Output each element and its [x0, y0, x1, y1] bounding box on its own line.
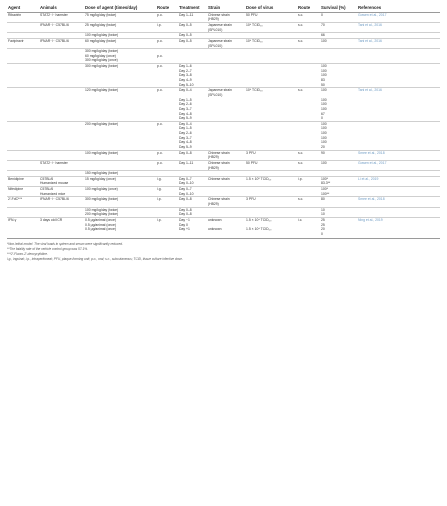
survival-cell: 0 [321, 231, 323, 236]
survival-cell: 100** [321, 191, 330, 196]
dose-of-agent-cell: 100 mg/kg/day (twice) [84, 33, 156, 39]
dose-of-agent-cell: 200 mg/kg/day (twice) [84, 121, 156, 126]
dose-of-virus-cell: 1.5 × 10⁴ TCID₅₀ [245, 217, 297, 222]
survival-cell: 100 [321, 102, 327, 107]
route-cell: p.o. [156, 38, 178, 43]
dose-of-agent-cell: 300 mg/kg/day (twice) [84, 64, 156, 69]
virus-route-cell: s.c. [297, 88, 320, 93]
survival-cell: 100 [321, 135, 327, 140]
agent-cell: Benidipine [7, 176, 39, 181]
route-cell: i.p. [156, 217, 178, 222]
survival-cell: 50 [321, 82, 325, 87]
treatment-cell: Day 0–5 [178, 38, 207, 43]
dose-of-agent-cell: 60 mg/kg/day (once) [85, 53, 116, 58]
dose-of-agent-cell: 25 mg/kg/day (twice) [84, 22, 156, 27]
route-cell: i.g. [156, 187, 178, 192]
animals-cell: Humanized mouse [40, 181, 69, 186]
survival-cell: 10 [320, 207, 357, 212]
survival-cell: 70 [320, 22, 357, 27]
dose-of-virus-cell: 10⁶ TCID₅₀ [245, 38, 297, 43]
survival-cell: 100 [320, 121, 357, 126]
route-cell: p.o. [156, 88, 178, 93]
route-cell: i.p. [156, 22, 178, 27]
reference-cell: Tani et al., 2016 [357, 38, 440, 43]
footnote-1: *Non-lethal model. The viral loads in spleen and serum were significantly reduced. [7, 241, 123, 246]
strain-cell: (SPL010) [208, 92, 223, 97]
strain-cell: (HB29) [208, 17, 219, 22]
table-row [7, 232, 440, 237]
reference-cell: Li et al., 2019 [357, 176, 440, 181]
strain-cell: (HB29) [208, 202, 219, 207]
treatment-cell: Day +1 [179, 227, 190, 232]
dose-of-virus-cell [245, 232, 297, 237]
treatment-cell: Day −1 [178, 217, 207, 222]
treatment-cell: Day 0–4 [178, 121, 207, 126]
animals-cell: Humanized mice [40, 191, 66, 196]
dose-of-virus-cell: 1.5 × 10⁴ TCID₅₀ [246, 227, 272, 232]
treatment-cell: Day 3–7 [179, 106, 192, 111]
strain-cell: (SPL010) [208, 27, 223, 32]
strain-cell: Chinese strain [207, 197, 245, 202]
header-row [7, 4, 440, 12]
route-cell: p.o. [156, 121, 178, 126]
dose-of-virus-cell: 10⁶ TCID₅₀ [245, 88, 297, 93]
animals-cell: 3 days old ICR [39, 217, 84, 222]
treatment-cell: Day 1–11 [178, 160, 207, 165]
strain-cell: Chinese strain [207, 176, 245, 181]
dose-of-virus-cell: 3 PFU [245, 150, 297, 155]
header-animals: Animals [39, 4, 84, 12]
header-route: Route [156, 4, 178, 12]
animals-cell: C57BL/6 [39, 187, 84, 192]
reference-cell: Ning et al., 2019 [357, 217, 440, 222]
dose-of-agent-cell: 0.5 μg/animal (once) [85, 227, 116, 232]
treatment-cell: Day 0–8 [178, 150, 207, 155]
treatment-cell: Day 0–7 [178, 187, 207, 192]
agent-cell [7, 232, 39, 237]
route-cell: p.o. [156, 64, 178, 69]
route-cell: i.p. [156, 197, 178, 202]
treatment-cell: Day 5–10 [179, 82, 194, 87]
table-container [7, 4, 440, 261]
dose-of-agent-cell: 0.5 μg/animal (once) [85, 222, 116, 227]
route-cell: p.o. [157, 53, 163, 58]
dose-of-virus-cell: 50 PFU [245, 12, 297, 17]
treatment-cell: Day 3–8 [179, 73, 192, 78]
dose-of-virus-cell: 3 PFU [245, 197, 297, 202]
header-virus-route: Route [297, 4, 320, 12]
treatment-cell: Day 1–5 [179, 97, 192, 102]
agent-cell: Favipiravir [7, 38, 39, 43]
treatment-cell: Day 0–10 [179, 181, 194, 186]
dose-of-agent-cell: 0.5 μg/animal (once) [84, 217, 156, 222]
survival-cell: 100 [321, 73, 327, 78]
header-agent: Agent [7, 4, 39, 12]
survival-cell: 100 [321, 106, 327, 111]
dose-of-virus-cell: 1.5 × 10⁵ TCID₅₀ [245, 176, 297, 181]
dose-of-agent-cell: 300 mg/kg/day (once) [85, 58, 118, 63]
virus-route-cell: s.c. [297, 12, 320, 17]
animals-cell: STAT2⁻/⁻ hamster [39, 12, 84, 17]
strain-cell: (SPL010) [208, 43, 223, 48]
animals-cell: C57BL/6 [39, 176, 84, 181]
animals-cell: STAT2⁻/⁻ hamster [39, 160, 84, 165]
header-treatment: Treatment [178, 4, 207, 12]
survival-cell: 80 [320, 197, 357, 202]
survival-cell: 90 [320, 150, 357, 155]
treatment-cell: Day 2–6 [179, 131, 192, 136]
dose-of-agent-cell: 300 mg/kg/day (twice) [84, 197, 156, 202]
treatment-cell: Day 2–6 [179, 102, 192, 107]
virus-route-cell: i.c. [297, 217, 320, 222]
animals-cell: IFNAR⁻/⁻ C57BL/6 [39, 38, 84, 43]
footnote-3: ***2′-Fluoro-2′-deoxycytidine. [7, 251, 48, 256]
animals-cell [39, 232, 84, 237]
strain-cell: Japanese strain [207, 38, 245, 43]
dose-of-agent-cell: 60 mg/kg/day (twice) [84, 38, 156, 43]
footnote-2: **The fatality rate of the vehicle control group was 57.1%. [7, 246, 88, 251]
strain-cell: unknown [207, 217, 245, 222]
dose-of-agent-cell: 100 mg/kg/day (twice) [84, 207, 156, 212]
dose-of-agent-cell: 200 mg/kg/day (twice) [85, 212, 119, 217]
virus-route-cell: s.c. [297, 22, 320, 27]
header-dose-of-agent: Dose of agent (times/day) [84, 4, 156, 12]
dose-of-agent-cell [84, 232, 156, 237]
treatment-cell: Day 0–10 [179, 191, 194, 196]
dose-of-agent-cell: 75 mg/kg/day (twice) [84, 12, 156, 17]
strain-cell [207, 232, 245, 237]
route-cell: p.o. [156, 160, 178, 165]
route-cell [156, 232, 178, 237]
agent-cell: Nifedipine [7, 187, 39, 192]
survival-cell: 0 [321, 116, 323, 121]
dose-of-agent-cell: 15 mg/kg/day (once) [84, 176, 156, 181]
treatment-cell: Day 2–7 [179, 68, 192, 73]
reference-cell: Gowen et al., 2017 [357, 160, 440, 165]
reference-cell [357, 232, 440, 237]
treatment-cell: Day 0–8 [178, 197, 207, 202]
virus-route-cell [297, 232, 320, 237]
treatment-cell: Day 3–7 [179, 135, 192, 140]
strain-cell: (HB29) [208, 155, 219, 160]
agent-cell: Ribavirin [7, 12, 39, 17]
header-references: References [357, 4, 440, 12]
reference-cell: Tani et al., 2016 [357, 22, 440, 27]
survival-cell: 100 [321, 68, 327, 73]
survival-cell: 100 [321, 97, 327, 102]
animals-cell: IFNAR⁻/⁻ C57BL/6 [39, 22, 84, 27]
survival-cell: 20 [321, 145, 325, 149]
dose-of-agent-cell: 120 mg/kg/day (twice) [84, 88, 156, 93]
survival-cell: 10 [321, 212, 325, 217]
treatment-cell: Day 5–9 [179, 116, 192, 121]
survival-cell: 100 [321, 131, 327, 136]
route-cell: p.o. [156, 150, 178, 155]
survival-cell: 100* [320, 187, 357, 192]
survival-cell: 0 [320, 12, 357, 17]
survival-cell: 83 [321, 78, 325, 83]
virus-route-cell: s.c. [297, 197, 320, 202]
dose-of-agent-cell: 100 mg/kg/day (twice) [84, 150, 156, 155]
survival-cell: 100 [320, 88, 357, 93]
treatment-cell: Day 1–5 [179, 126, 192, 131]
dose-of-agent-cell: 100 mg/kg/day (once) [84, 187, 156, 192]
table-bottom-rule [7, 238, 440, 239]
survival-cell: 66 [320, 33, 357, 39]
treatment-cell: Day 0–4 [178, 88, 207, 93]
virus-route-cell: s.c. [297, 160, 320, 165]
reference-cell: Tani et al., 2016 [357, 88, 440, 93]
survival-cell: 100 [321, 140, 327, 145]
virus-route-cell: s.c. [297, 38, 320, 43]
survival-cell: 83.3** [321, 181, 331, 186]
dose-of-agent-cell: 300 mg/kg/day (twice) [84, 49, 156, 54]
header-dose-of-virus: Dose of virus [245, 4, 297, 12]
strain-cell: Chinese strain [207, 12, 245, 17]
strain-cell: Chinese strain [207, 150, 245, 155]
treatment-cell: Day 4–8 [179, 111, 192, 116]
treatment-cell: Day 0–8 [178, 207, 207, 212]
treatment-cell: Day 0–7 [178, 176, 207, 181]
footnote-abbreviations: i.g., inguinal; i.p., intraperitoneal; PFU, plaque-forming unit; p.o., oral; s.c., subcutaneous; TCID, tissue culture infective dose. [7, 256, 183, 261]
treatment-cell: Day 0–8 [179, 212, 192, 217]
survival-cell: 25 [320, 217, 357, 222]
header-strain: Strain [207, 4, 245, 12]
survival-cell: 100 [320, 160, 357, 165]
reference-cell: Gowen et al., 2017 [357, 12, 440, 17]
treatment-cell: Day 5–9 [179, 145, 192, 149]
survival-cell: 25 [321, 222, 325, 227]
treatment-cell: Day 0–5 [178, 33, 207, 39]
treatment-cell: Day 4–9 [179, 78, 192, 83]
treatment-cell: Day 4–8 [179, 140, 192, 145]
dose-of-virus-cell: 50 PFU [245, 160, 297, 165]
survival-cell: 100* [320, 176, 357, 181]
survival-cell: 100 [320, 64, 357, 69]
strain-cell: Japanese strain [207, 88, 245, 93]
virus-route-cell: i.p. [297, 176, 320, 181]
treatment-cell: Day 1–6 [178, 64, 207, 69]
strain-cell: unknown [208, 227, 222, 232]
strain-cell: Chinese strain [207, 160, 245, 165]
virus-route-cell: s.c. [297, 150, 320, 155]
route-cell: p.o. [156, 12, 178, 17]
treatment-cell [178, 232, 207, 237]
survival-cell: 67 [321, 111, 325, 116]
survival-cell: 100 [320, 38, 357, 43]
table-body [7, 12, 440, 236]
reference-cell: Smee et al., 2018 [357, 197, 440, 202]
agent-cell: 2′-FdC*** [7, 197, 39, 202]
animals-cell: IFNAR⁻/⁻ C57BL/6 [39, 197, 84, 202]
treatment-cell: Day 0 [179, 222, 188, 227]
treatment-cell: Day 0–5 [178, 22, 207, 27]
dose-of-agent-cell: 150 mg/kg/day (twice) [84, 171, 156, 177]
antiviral-table [7, 4, 440, 237]
reference-cell: Smee et al., 2018 [357, 150, 440, 155]
route-cell: i.g. [156, 176, 178, 181]
survival-cell: 20 [321, 227, 325, 232]
strain-cell: (HB29) [208, 165, 219, 170]
survival-cell: 100 [321, 126, 327, 131]
header-survival: Survival (%) [320, 4, 357, 12]
treatment-cell: Day 1–11 [178, 12, 207, 17]
strain-cell: Japanese strain [207, 22, 245, 27]
footnotes [7, 242, 440, 262]
agent-cell: IFN-γ [7, 217, 39, 222]
dose-of-virus-cell: 10⁶ TCID₅₀ [245, 22, 297, 27]
